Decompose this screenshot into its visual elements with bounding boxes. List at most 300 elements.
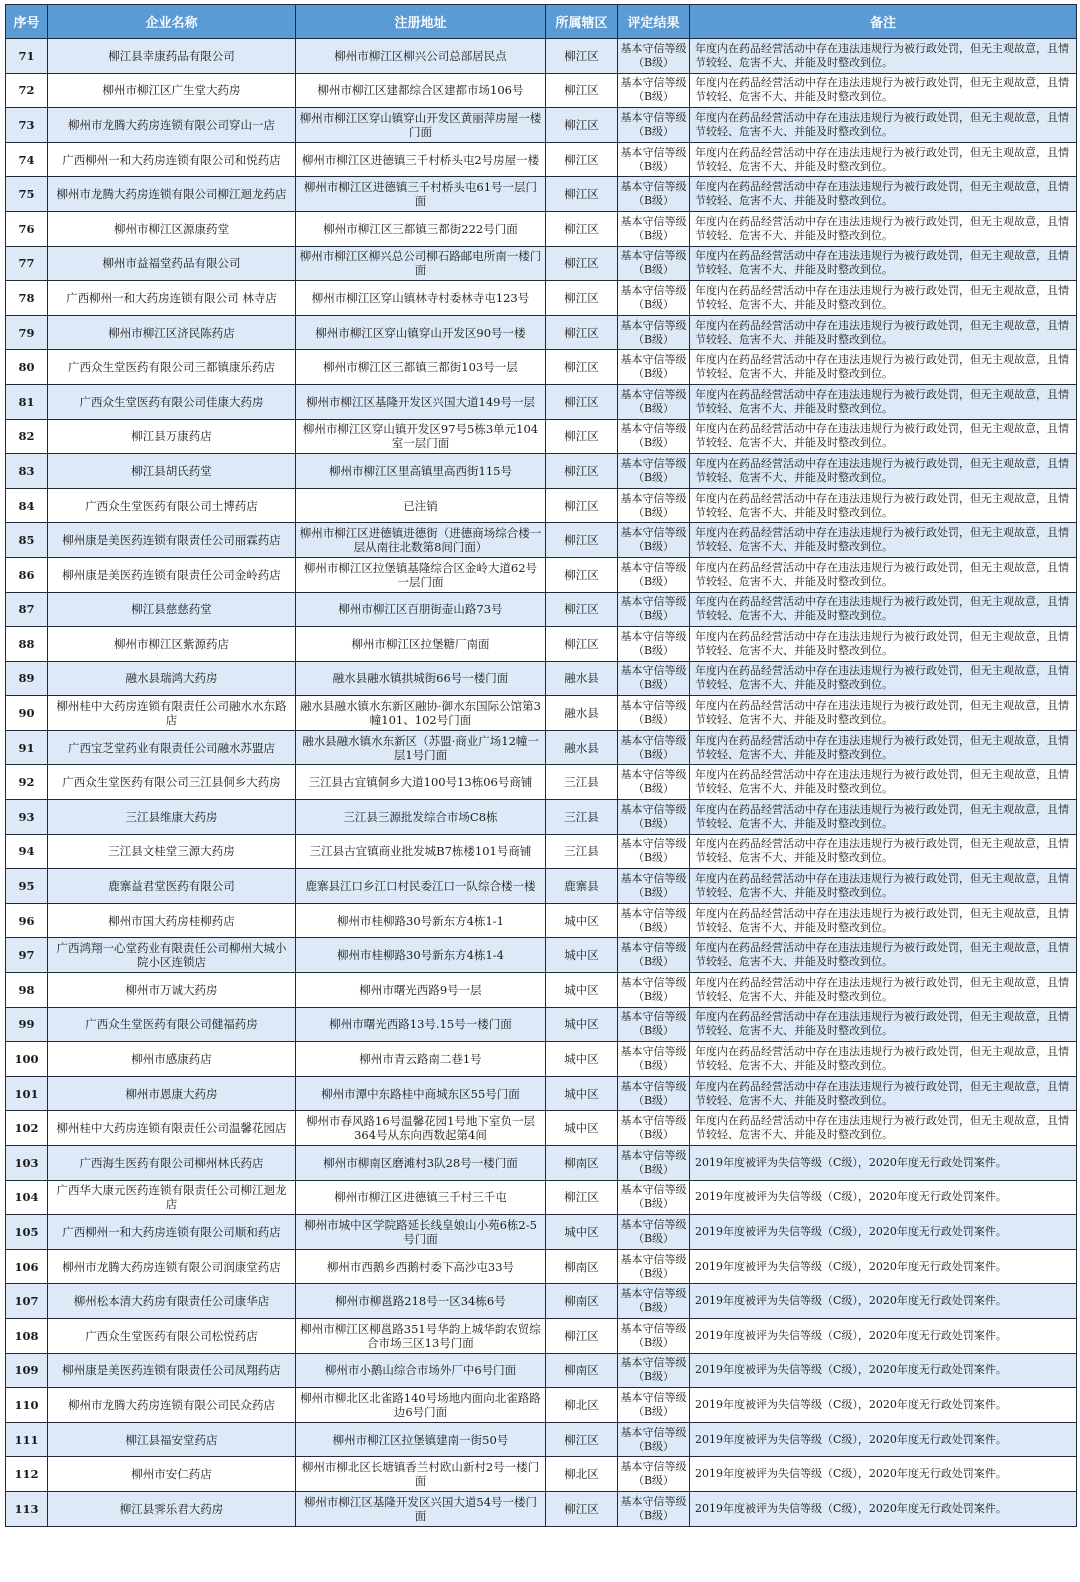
cell-serial-no: 101 <box>6 1076 48 1111</box>
cell-district: 柳江区 <box>546 1422 618 1457</box>
cell-district: 柳江区 <box>546 592 618 627</box>
cell-remarks: 2019年度被评为失信等级（C级），2020年度无行政处罚案件。 <box>690 1422 1077 1457</box>
cell-rating-result: 基本守信等级（B级） <box>618 1284 690 1319</box>
cell-registered-address: 鹿寨县江口乡江口村民委江口一队综合楼一楼 <box>296 869 546 904</box>
cell-serial-no: 72 <box>6 73 48 108</box>
table-row <box>6 108 1077 143</box>
cell-district: 柳江区 <box>546 315 618 350</box>
cell-district: 柳南区 <box>546 1146 618 1181</box>
table-row <box>6 973 1077 1008</box>
table-row <box>6 557 1077 592</box>
table-row <box>6 592 1077 627</box>
cell-rating-result: 基本守信等级（B级） <box>618 1249 690 1284</box>
cell-registered-address: 三江县古宜镇商业批发城B7栋楼101号商铺 <box>296 834 546 869</box>
cell-remarks: 年度内在药品经营活动中存在违法违规行为被行政处罚，但无主观故意，且情节较轻、危害不大、并能及时整改到位。 <box>690 177 1077 212</box>
header-rating-result: 评定结果 <box>618 5 690 39</box>
table-row <box>6 800 1077 835</box>
cell-remarks: 2019年度被评为失信等级（C级），2020年度无行政处罚案件。 <box>690 1146 1077 1181</box>
cell-rating-result: 基本守信等级（B级） <box>618 627 690 662</box>
cell-serial-no: 104 <box>6 1180 48 1215</box>
cell-district: 城中区 <box>546 1042 618 1077</box>
cell-remarks: 年度内在药品经营活动中存在违法违规行为被行政处罚，但无主观故意，且情节较轻、危害不大、并能及时整改到位。 <box>690 384 1077 419</box>
cell-registered-address: 柳州市柳邕路218号一区34栋6号 <box>296 1284 546 1319</box>
cell-rating-result: 基本守信等级（B级） <box>618 73 690 108</box>
cell-company-name: 广西众生堂医药有限公司土博药店 <box>48 488 296 523</box>
cell-rating-result: 基本守信等级（B级） <box>618 661 690 696</box>
cell-rating-result: 基本守信等级（B级） <box>618 1422 690 1457</box>
table-row <box>6 1007 1077 1042</box>
cell-district: 柳江区 <box>546 488 618 523</box>
cell-rating-result: 基本守信等级（B级） <box>618 938 690 973</box>
cell-district: 柳南区 <box>546 1249 618 1284</box>
cell-district: 柳江区 <box>546 177 618 212</box>
cell-registered-address: 柳州市西鹅乡西鹅村委下高沙屯33号 <box>296 1249 546 1284</box>
cell-registered-address: 柳州市柳江区柳邕路351号华韵上城华韵农贸综合市场三区13号门面 <box>296 1318 546 1353</box>
cell-serial-no: 74 <box>6 142 48 177</box>
table-row <box>6 938 1077 973</box>
cell-district: 柳江区 <box>546 384 618 419</box>
cell-registered-address: 柳州市柳江区拉堡糖厂南面 <box>296 627 546 662</box>
cell-company-name: 柳江县霁乐君大药房 <box>48 1491 296 1526</box>
cell-registered-address: 柳州市柳江区穿山镇林寺村委林寺屯123号 <box>296 281 546 316</box>
table-row <box>6 523 1077 558</box>
cell-rating-result: 基本守信等级（B级） <box>618 903 690 938</box>
cell-serial-no: 110 <box>6 1388 48 1423</box>
cell-company-name: 鹿寨益君堂医药有限公司 <box>48 869 296 904</box>
cell-serial-no: 107 <box>6 1284 48 1319</box>
cell-district: 城中区 <box>546 1007 618 1042</box>
cell-company-name: 融水县瑞鸿大药房 <box>48 661 296 696</box>
cell-district: 柳江区 <box>546 627 618 662</box>
cell-company-name: 柳州市国大药房桂柳药店 <box>48 903 296 938</box>
cell-company-name: 柳州市益福堂药品有限公司 <box>48 246 296 281</box>
cell-rating-result: 基本守信等级（B级） <box>618 281 690 316</box>
cell-remarks: 2019年度被评为失信等级（C级），2020年度无行政处罚案件。 <box>690 1180 1077 1215</box>
cell-company-name: 柳州桂中大药房连锁有限责任公司温馨花园店 <box>48 1111 296 1146</box>
cell-rating-result: 基本守信等级（B级） <box>618 1146 690 1181</box>
table-row <box>6 419 1077 454</box>
table-row <box>6 1318 1077 1353</box>
cell-company-name: 广西鸿翔一心堂药业有限责任公司柳州大城小院小区连锁店 <box>48 938 296 973</box>
cell-district: 柳北区 <box>546 1388 618 1423</box>
table-row <box>6 661 1077 696</box>
cell-remarks: 2019年度被评为失信等级（C级），2020年度无行政处罚案件。 <box>690 1457 1077 1492</box>
cell-remarks: 年度内在药品经营活动中存在违法违规行为被行政处罚，但无主观故意，且情节较轻、危害不大、并能及时整改到位。 <box>690 1076 1077 1111</box>
cell-company-name: 柳江县慈慈药堂 <box>48 592 296 627</box>
cell-company-name: 柳江县福安堂药店 <box>48 1422 296 1457</box>
cell-remarks: 年度内在药品经营活动中存在违法违规行为被行政处罚，但无主观故意，且情节较轻、危害不大、并能及时整改到位。 <box>690 627 1077 662</box>
cell-remarks: 年度内在药品经营活动中存在违法违规行为被行政处罚，但无主观故意，且情节较轻、危害不大、并能及时整改到位。 <box>690 834 1077 869</box>
cell-rating-result: 基本守信等级（B级） <box>618 1457 690 1492</box>
cell-company-name: 柳州市柳江区广生堂大药房 <box>48 73 296 108</box>
cell-registered-address: 柳州市柳江区穿山镇开发区97号5栋3单元104室一层门面 <box>296 419 546 454</box>
cell-district: 柳江区 <box>546 557 618 592</box>
cell-serial-no: 112 <box>6 1457 48 1492</box>
cell-rating-result: 基本守信等级（B级） <box>618 557 690 592</box>
cell-company-name: 柳州市恩康大药房 <box>48 1076 296 1111</box>
cell-serial-no: 87 <box>6 592 48 627</box>
header-registered-address: 注册地址 <box>296 5 546 39</box>
cell-district: 融水县 <box>546 730 618 765</box>
cell-district: 城中区 <box>546 938 618 973</box>
cell-company-name: 柳州市柳江区济民陈药店 <box>48 315 296 350</box>
cell-serial-no: 85 <box>6 523 48 558</box>
cell-company-name: 广西众生堂医药有限公司佳康大药房 <box>48 384 296 419</box>
cell-remarks: 年度内在药品经营活动中存在违法违规行为被行政处罚，但无主观故意，且情节较轻、危害不大、并能及时整改到位。 <box>690 142 1077 177</box>
table-row <box>6 1146 1077 1181</box>
cell-registered-address: 已注销 <box>296 488 546 523</box>
cell-rating-result: 基本守信等级（B级） <box>618 488 690 523</box>
cell-company-name: 柳州市龙腾大药房连锁有限公司民众药店 <box>48 1388 296 1423</box>
table-row <box>6 454 1077 489</box>
table-row <box>6 1249 1077 1284</box>
cell-district: 柳江区 <box>546 350 618 385</box>
table-row <box>6 1180 1077 1215</box>
table-row <box>6 1284 1077 1319</box>
cell-registered-address: 柳州市青云路南二巷1号 <box>296 1042 546 1077</box>
cell-remarks: 年度内在药品经营活动中存在违法违规行为被行政处罚，但无主观故意，且情节较轻、危害不大、并能及时整改到位。 <box>690 523 1077 558</box>
cell-district: 柳江区 <box>546 1180 618 1215</box>
cell-registered-address: 柳州市柳江区三都镇三都街103号一层 <box>296 350 546 385</box>
table-row <box>6 730 1077 765</box>
cell-registered-address: 柳州市桂柳路30号新东方4栋1-4 <box>296 938 546 973</box>
cell-registered-address: 柳州市城中区学院路延长线皇娘山小苑6栋2-5号门面 <box>296 1215 546 1250</box>
table-row <box>6 211 1077 246</box>
cell-company-name: 柳州康是美医药连锁有限责任公司金岭药店 <box>48 557 296 592</box>
cell-district: 柳江区 <box>546 108 618 143</box>
cell-remarks: 年度内在药品经营活动中存在违法违规行为被行政处罚，但无主观故意，且情节较轻、危害不大、并能及时整改到位。 <box>690 315 1077 350</box>
cell-district: 融水县 <box>546 661 618 696</box>
cell-serial-no: 88 <box>6 627 48 662</box>
table-row <box>6 1422 1077 1457</box>
table-row <box>6 696 1077 731</box>
cell-registered-address: 柳州市柳江区进德镇三千村桥头屯61号一层门面 <box>296 177 546 212</box>
cell-district: 柳南区 <box>546 1284 618 1319</box>
cell-company-name: 广西柳州一和大药房连锁有限公司和悦药店 <box>48 142 296 177</box>
cell-company-name: 柳州市万诚大药房 <box>48 973 296 1008</box>
cell-registered-address: 柳州市柳江区基隆开发区兴国大道149号一层 <box>296 384 546 419</box>
cell-serial-no: 83 <box>6 454 48 489</box>
cell-rating-result: 基本守信等级（B级） <box>618 1111 690 1146</box>
cell-rating-result: 基本守信等级（B级） <box>618 1353 690 1388</box>
header-remarks: 备注 <box>690 5 1077 39</box>
cell-registered-address: 柳州市柳江区拉堡镇基隆综合区金岭大道62号一层门面 <box>296 557 546 592</box>
cell-registered-address: 柳州市柳江区里高镇里高西街115号 <box>296 454 546 489</box>
cell-remarks: 年度内在药品经营活动中存在违法违规行为被行政处罚，但无主观故意，且情节较轻、危害不大、并能及时整改到位。 <box>690 592 1077 627</box>
credit-rating-table-container <box>5 4 1076 1527</box>
cell-rating-result: 基本守信等级（B级） <box>618 108 690 143</box>
table-row <box>6 1457 1077 1492</box>
credit-rating-table <box>5 4 1077 1527</box>
cell-registered-address: 柳州市柳南区磨滩村3队28号一楼门面 <box>296 1146 546 1181</box>
cell-rating-result: 基本守信等级（B级） <box>618 834 690 869</box>
cell-district: 柳江区 <box>546 211 618 246</box>
cell-district: 柳北区 <box>546 1457 618 1492</box>
table-row <box>6 869 1077 904</box>
cell-registered-address: 柳州市桂柳路30号新东方4栋1-1 <box>296 903 546 938</box>
cell-company-name: 三江县维康大药房 <box>48 800 296 835</box>
cell-rating-result: 基本守信等级（B级） <box>618 696 690 731</box>
cell-company-name: 柳州康是美医药连锁有限责任公司丽霖药店 <box>48 523 296 558</box>
cell-remarks: 年度内在药品经营活动中存在违法违规行为被行政处罚，但无主观故意，且情节较轻、危害不大、并能及时整改到位。 <box>690 488 1077 523</box>
cell-serial-no: 81 <box>6 384 48 419</box>
cell-serial-no: 79 <box>6 315 48 350</box>
cell-serial-no: 80 <box>6 350 48 385</box>
cell-rating-result: 基本守信等级（B级） <box>618 1215 690 1250</box>
cell-remarks: 2019年度被评为失信等级（C级），2020年度无行政处罚案件。 <box>690 1353 1077 1388</box>
cell-company-name: 柳江县万康药店 <box>48 419 296 454</box>
cell-remarks: 年度内在药品经营活动中存在违法违规行为被行政处罚，但无主观故意，且情节较轻、危害不大、并能及时整改到位。 <box>690 39 1077 74</box>
cell-rating-result: 基本守信等级（B级） <box>618 800 690 835</box>
cell-rating-result: 基本守信等级（B级） <box>618 1180 690 1215</box>
cell-district: 柳江区 <box>546 454 618 489</box>
cell-company-name: 广西众生堂医药有限公司健福药房 <box>48 1007 296 1042</box>
cell-serial-no: 95 <box>6 869 48 904</box>
cell-remarks: 年度内在药品经营活动中存在违法违规行为被行政处罚，但无主观故意，且情节较轻、危害不大、并能及时整改到位。 <box>690 350 1077 385</box>
cell-remarks: 年度内在药品经营活动中存在违法违规行为被行政处罚，但无主观故意，且情节较轻、危害不大、并能及时整改到位。 <box>690 1111 1077 1146</box>
cell-district: 鹿寨县 <box>546 869 618 904</box>
table-row <box>6 488 1077 523</box>
cell-company-name: 广西宝芝堂药业有限责任公司融水苏盟店 <box>48 730 296 765</box>
cell-district: 柳江区 <box>546 281 618 316</box>
cell-rating-result: 基本守信等级（B级） <box>618 973 690 1008</box>
header-serial-no: 序号 <box>6 5 48 39</box>
cell-serial-no: 106 <box>6 1249 48 1284</box>
cell-serial-no: 105 <box>6 1215 48 1250</box>
cell-district: 三江县 <box>546 765 618 800</box>
cell-serial-no: 84 <box>6 488 48 523</box>
header-company-name: 企业名称 <box>48 5 296 39</box>
cell-remarks: 年度内在药品经营活动中存在违法违规行为被行政处罚，但无主观故意，且情节较轻、危害不大、并能及时整改到位。 <box>690 661 1077 696</box>
cell-district: 城中区 <box>546 903 618 938</box>
cell-district: 柳南区 <box>546 1353 618 1388</box>
cell-rating-result: 基本守信等级（B级） <box>618 384 690 419</box>
cell-serial-no: 73 <box>6 108 48 143</box>
table-row <box>6 350 1077 385</box>
cell-registered-address: 柳州市柳江区基隆开发区兴国大道54号一楼门面 <box>296 1491 546 1526</box>
cell-registered-address: 柳州市柳江区穿山镇穿山开发区90号一楼 <box>296 315 546 350</box>
cell-company-name: 柳州市龙腾大药房连锁有限公司穿山一店 <box>48 108 296 143</box>
cell-registered-address: 柳州市柳江区进德镇进德街（进德商场综合楼一层从南往北数第8间门面） <box>296 523 546 558</box>
table-row <box>6 1076 1077 1111</box>
cell-company-name: 柳州市感康药店 <box>48 1042 296 1077</box>
table-row <box>6 246 1077 281</box>
cell-remarks: 年度内在药品经营活动中存在违法违规行为被行政处罚，但无主观故意，且情节较轻、危害不大、并能及时整改到位。 <box>690 973 1077 1008</box>
cell-registered-address: 融水县融水镇拱城街66号一楼门面 <box>296 661 546 696</box>
cell-district: 融水县 <box>546 696 618 731</box>
cell-registered-address: 三江县三源批发综合市场C8栋 <box>296 800 546 835</box>
cell-registered-address: 三江县古宜镇侗乡大道100号13栋06号商铺 <box>296 765 546 800</box>
table-row <box>6 834 1077 869</box>
cell-district: 柳江区 <box>546 73 618 108</box>
cell-company-name: 柳州市柳江区源康药堂 <box>48 211 296 246</box>
cell-serial-no: 96 <box>6 903 48 938</box>
cell-rating-result: 基本守信等级（B级） <box>618 1388 690 1423</box>
cell-serial-no: 82 <box>6 419 48 454</box>
cell-district: 城中区 <box>546 973 618 1008</box>
cell-remarks: 年度内在药品经营活动中存在违法违规行为被行政处罚，但无主观故意，且情节较轻、危害不大、并能及时整改到位。 <box>690 903 1077 938</box>
cell-serial-no: 103 <box>6 1146 48 1181</box>
cell-company-name: 柳江县幸康药品有限公司 <box>48 39 296 74</box>
cell-company-name: 广西众生堂医药有限公司三都镇康乐药店 <box>48 350 296 385</box>
cell-serial-no: 102 <box>6 1111 48 1146</box>
cell-company-name: 柳州市龙腾大药房连锁有限公司润康堂药店 <box>48 1249 296 1284</box>
cell-serial-no: 77 <box>6 246 48 281</box>
cell-rating-result: 基本守信等级（B级） <box>618 177 690 212</box>
table-row <box>6 281 1077 316</box>
cell-district: 柳江区 <box>546 39 618 74</box>
cell-company-name: 柳江县胡氏药堂 <box>48 454 296 489</box>
table-header <box>6 5 1077 39</box>
cell-company-name: 广西柳州一和大药房连锁有限公司 林寺店 <box>48 281 296 316</box>
cell-district: 柳江区 <box>546 1318 618 1353</box>
cell-rating-result: 基本守信等级（B级） <box>618 523 690 558</box>
header-row <box>6 5 1077 39</box>
cell-remarks: 年度内在药品经营活动中存在违法违规行为被行政处罚，但无主观故意，且情节较轻、危害不大、并能及时整改到位。 <box>690 419 1077 454</box>
cell-remarks: 2019年度被评为失信等级（C级），2020年度无行政处罚案件。 <box>690 1388 1077 1423</box>
table-row <box>6 1353 1077 1388</box>
cell-district: 柳江区 <box>546 246 618 281</box>
cell-district: 三江县 <box>546 834 618 869</box>
cell-district: 城中区 <box>546 1076 618 1111</box>
cell-remarks: 年度内在药品经营活动中存在违法违规行为被行政处罚，但无主观故意，且情节较轻、危害不大、并能及时整改到位。 <box>690 1007 1077 1042</box>
cell-rating-result: 基本守信等级（B级） <box>618 419 690 454</box>
cell-district: 柳江区 <box>546 523 618 558</box>
table-row <box>6 73 1077 108</box>
cell-registered-address: 柳州市柳江区柳兴公司总部居民点 <box>296 39 546 74</box>
cell-serial-no: 76 <box>6 211 48 246</box>
cell-registered-address: 融水县融水镇水东新区融协·御水东国际公馆第3幢101、102号门面 <box>296 696 546 731</box>
table-row <box>6 627 1077 662</box>
cell-remarks: 年度内在药品经营活动中存在违法违规行为被行政处罚，但无主观故意，且情节较轻、危害不大、并能及时整改到位。 <box>690 765 1077 800</box>
cell-remarks: 年度内在药品经营活动中存在违法违规行为被行政处罚，但无主观故意，且情节较轻、危害不大、并能及时整改到位。 <box>690 454 1077 489</box>
cell-district: 三江县 <box>546 800 618 835</box>
table-row <box>6 903 1077 938</box>
cell-company-name: 柳州松本清大药房有限责任公司康华店 <box>48 1284 296 1319</box>
table-row <box>6 1215 1077 1250</box>
cell-company-name: 柳州桂中大药房连锁有限责任公司融水水东路店 <box>48 696 296 731</box>
cell-serial-no: 93 <box>6 800 48 835</box>
cell-serial-no: 108 <box>6 1318 48 1353</box>
cell-rating-result: 基本守信等级（B级） <box>618 211 690 246</box>
table-row <box>6 384 1077 419</box>
cell-rating-result: 基本守信等级（B级） <box>618 350 690 385</box>
cell-serial-no: 94 <box>6 834 48 869</box>
table-row <box>6 315 1077 350</box>
cell-rating-result: 基本守信等级（B级） <box>618 1318 690 1353</box>
cell-registered-address: 柳州市小鹅山综合市场外厂中6号门面 <box>296 1353 546 1388</box>
cell-remarks: 2019年度被评为失信等级（C级），2020年度无行政处罚案件。 <box>690 1249 1077 1284</box>
cell-rating-result: 基本守信等级（B级） <box>618 454 690 489</box>
cell-rating-result: 基本守信等级（B级） <box>618 1076 690 1111</box>
cell-serial-no: 86 <box>6 557 48 592</box>
cell-registered-address: 柳州市柳江区拉堡镇建南一街50号 <box>296 1422 546 1457</box>
cell-rating-result: 基本守信等级（B级） <box>618 592 690 627</box>
table-row <box>6 765 1077 800</box>
cell-remarks: 年度内在药品经营活动中存在违法违规行为被行政处罚，但无主观故意，且情节较轻、危害不大、并能及时整改到位。 <box>690 108 1077 143</box>
cell-registered-address: 柳州市柳江区进德镇三千村桥头屯2号房屋一楼 <box>296 142 546 177</box>
cell-registered-address: 柳州市曙光西路9号一层 <box>296 973 546 1008</box>
cell-remarks: 年度内在药品经营活动中存在违法违规行为被行政处罚，但无主观故意，且情节较轻、危害不大、并能及时整改到位。 <box>690 800 1077 835</box>
cell-district: 柳江区 <box>546 1491 618 1526</box>
cell-registered-address: 柳州市柳北区北雀路140号场地内面向北雀路路边6号门面 <box>296 1388 546 1423</box>
cell-serial-no: 75 <box>6 177 48 212</box>
cell-serial-no: 111 <box>6 1422 48 1457</box>
cell-remarks: 2019年度被评为失信等级（C级），2020年度无行政处罚案件。 <box>690 1318 1077 1353</box>
cell-serial-no: 71 <box>6 39 48 74</box>
table-row <box>6 1388 1077 1423</box>
cell-registered-address: 柳州市曙光西路13号.15号一楼门面 <box>296 1007 546 1042</box>
cell-company-name: 柳州康是美医药连锁有限责任公司凤翔药店 <box>48 1353 296 1388</box>
cell-registered-address: 柳州市柳江区三都镇三都街222号门面 <box>296 211 546 246</box>
cell-rating-result: 基本守信等级（B级） <box>618 1042 690 1077</box>
cell-registered-address: 柳州市柳江区柳兴总公司柳石路邮电所南一楼门面 <box>296 246 546 281</box>
cell-rating-result: 基本守信等级（B级） <box>618 869 690 904</box>
cell-rating-result: 基本守信等级（B级） <box>618 765 690 800</box>
cell-remarks: 年度内在药品经营活动中存在违法违规行为被行政处罚，但无主观故意，且情节较轻、危害不大、并能及时整改到位。 <box>690 73 1077 108</box>
cell-company-name: 柳州市安仁药店 <box>48 1457 296 1492</box>
cell-remarks: 年度内在药品经营活动中存在违法违规行为被行政处罚，但无主观故意，且情节较轻、危害不大、并能及时整改到位。 <box>690 869 1077 904</box>
cell-serial-no: 109 <box>6 1353 48 1388</box>
cell-registered-address: 柳州市柳江区建都综合区建都市场106号 <box>296 73 546 108</box>
cell-serial-no: 91 <box>6 730 48 765</box>
cell-registered-address: 柳州市柳江区进德镇三千村三千屯 <box>296 1180 546 1215</box>
cell-remarks: 年度内在药品经营活动中存在违法违规行为被行政处罚，但无主观故意，且情节较轻、危害不大、并能及时整改到位。 <box>690 1042 1077 1077</box>
cell-remarks: 年度内在药品经营活动中存在违法违规行为被行政处罚，但无主观故意，且情节较轻、危害不大、并能及时整改到位。 <box>690 281 1077 316</box>
cell-serial-no: 100 <box>6 1042 48 1077</box>
cell-company-name: 广西柳州一和大药房连锁有限公司顺和药店 <box>48 1215 296 1250</box>
cell-registered-address: 柳州市柳北区长塘镇香兰村欧山新村2号一楼门面 <box>296 1457 546 1492</box>
cell-serial-no: 98 <box>6 973 48 1008</box>
cell-remarks: 年度内在药品经营活动中存在违法违规行为被行政处罚，但无主观故意，且情节较轻、危害不大、并能及时整改到位。 <box>690 696 1077 731</box>
cell-rating-result: 基本守信等级（B级） <box>618 246 690 281</box>
cell-rating-result: 基本守信等级（B级） <box>618 142 690 177</box>
cell-company-name: 广西众生堂医药有限公司三江县侗乡大药房 <box>48 765 296 800</box>
header-district: 所属辖区 <box>546 5 618 39</box>
table-row <box>6 39 1077 74</box>
cell-registered-address: 柳州市柳江区穿山镇穿山开发区黄丽萍房屋一楼门面 <box>296 108 546 143</box>
cell-rating-result: 基本守信等级（B级） <box>618 1491 690 1526</box>
cell-serial-no: 99 <box>6 1007 48 1042</box>
cell-registered-address: 柳州市柳江区百朋街壶山路73号 <box>296 592 546 627</box>
cell-remarks: 年度内在药品经营活动中存在违法违规行为被行政处罚，但无主观故意，且情节较轻、危害不大、并能及时整改到位。 <box>690 211 1077 246</box>
cell-registered-address: 柳州市春风路16号温馨花园1号地下室负一层364号从东向西数起第4间 <box>296 1111 546 1146</box>
cell-company-name: 广西华大康元医药连锁有限责任公司柳江迴龙店 <box>48 1180 296 1215</box>
cell-serial-no: 89 <box>6 661 48 696</box>
cell-remarks: 年度内在药品经营活动中存在违法违规行为被行政处罚，但无主观故意，且情节较轻、危害不大、并能及时整改到位。 <box>690 938 1077 973</box>
cell-registered-address: 融水县融水镇水东新区（苏盟·商业广场12幢一层1号门面 <box>296 730 546 765</box>
cell-registered-address: 柳州市潭中东路桂中商城东区55号门面 <box>296 1076 546 1111</box>
cell-rating-result: 基本守信等级（B级） <box>618 39 690 74</box>
cell-district: 城中区 <box>546 1111 618 1146</box>
cell-serial-no: 113 <box>6 1491 48 1526</box>
cell-remarks: 年度内在药品经营活动中存在违法违规行为被行政处罚，但无主观故意，且情节较轻、危害不大、并能及时整改到位。 <box>690 246 1077 281</box>
cell-rating-result: 基本守信等级（B级） <box>618 1007 690 1042</box>
table-row <box>6 1042 1077 1077</box>
cell-company-name: 广西海生医药有限公司柳州林氏药店 <box>48 1146 296 1181</box>
table-row <box>6 142 1077 177</box>
cell-company-name: 三江县文桂堂三源大药房 <box>48 834 296 869</box>
cell-remarks: 年度内在药品经营活动中存在违法违规行为被行政处罚，但无主观故意，且情节较轻、危害不大、并能及时整改到位。 <box>690 730 1077 765</box>
cell-serial-no: 92 <box>6 765 48 800</box>
table-row <box>6 1491 1077 1526</box>
cell-company-name: 广西众生堂医药有限公司松悦药店 <box>48 1318 296 1353</box>
cell-remarks: 2019年度被评为失信等级（C级），2020年度无行政处罚案件。 <box>690 1491 1077 1526</box>
cell-serial-no: 97 <box>6 938 48 973</box>
table-row <box>6 177 1077 212</box>
cell-company-name: 柳州市龙腾大药房连锁有限公司柳江迴龙药店 <box>48 177 296 212</box>
cell-remarks: 2019年度被评为失信等级（C级），2020年度无行政处罚案件。 <box>690 1215 1077 1250</box>
